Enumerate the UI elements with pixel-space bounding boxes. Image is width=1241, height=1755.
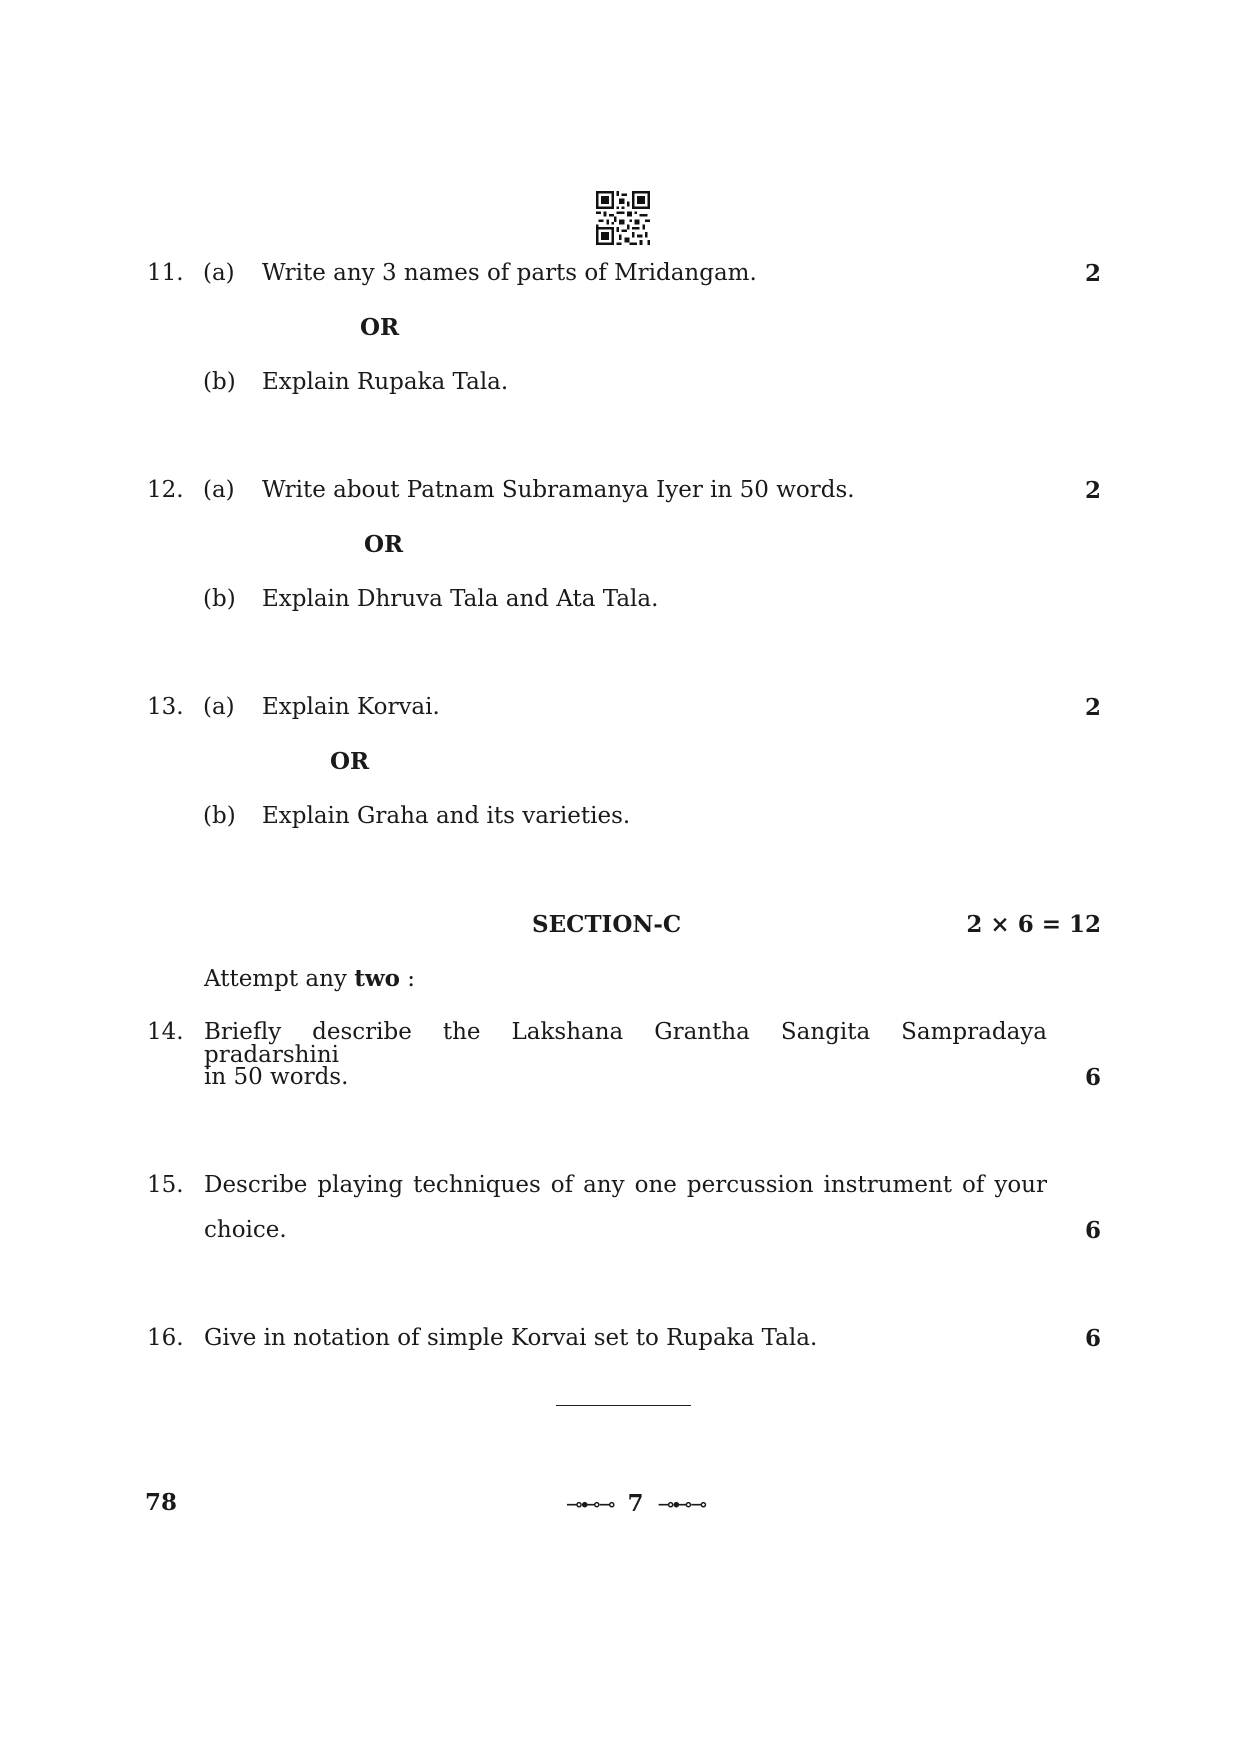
marks: 2 [1084,477,1101,504]
qr-code-icon [596,191,650,245]
question-number: 11. [147,260,184,286]
or-separator: OR [330,748,370,775]
ornament-left: ⊸⊷⊸ [566,1492,614,1516]
option-label: (b) [203,586,236,612]
option-label: (a) [203,694,235,720]
marks: 6 [1084,1064,1101,1091]
option-label: (a) [203,260,235,286]
marks: 2 [1084,694,1101,721]
question-text: Explain Graha and its varieties. [262,803,631,829]
question-text: Explain Dhruva Tala and Ata Tala. [262,586,659,612]
option-label: (a) [203,477,235,503]
question-number: 13. [147,694,184,720]
instruction-text: Attempt any [204,966,355,992]
section-marks: 2 × 6 = 12 [966,911,1101,938]
question-text: Write any 3 names of parts of Mridangam. [262,260,757,286]
question-number: 16. [147,1325,184,1351]
ornament-right: ⊸⊷⊸ [657,1492,706,1516]
question-text: Explain Korvai. [262,694,440,720]
instruction-emphasis: two [354,965,400,992]
question-number: 12. [147,477,184,503]
paper-code: 78 [145,1489,178,1516]
question-text: Write about Patnam Subramanya Iyer in 50 words. [262,477,855,503]
question-text-continued: choice. [204,1217,287,1243]
or-separator: OR [360,314,400,341]
section-instruction [204,967,415,991]
question-text: Explain Rupaka Tala. [262,369,509,395]
end-rule [556,1405,691,1406]
question-text: Describe playing techniques of any one percussion instrument of your [204,1172,1047,1198]
instruction-suffix: : [399,966,416,992]
page-number: 7 [627,1490,644,1517]
marks: 6 [1084,1217,1101,1244]
option-label: (b) [203,369,236,395]
marks: 6 [1084,1325,1101,1352]
question-text: Briefly describe the Lakshana Grantha Sangita Sampradaya pradarshini [204,1019,1047,1068]
marks: 2 [1084,260,1101,287]
section-title: SECTION-C [532,911,682,938]
question-number: 14. [147,1019,184,1045]
or-separator: OR [364,531,404,558]
page-number-group [566,1492,705,1515]
question-number: 15. [147,1172,184,1198]
option-label: (b) [203,803,236,829]
question-text-continued: in 50 words. [204,1064,349,1090]
question-text: Give in notation of simple Korvai set to Rupaka Tala. [204,1325,818,1351]
